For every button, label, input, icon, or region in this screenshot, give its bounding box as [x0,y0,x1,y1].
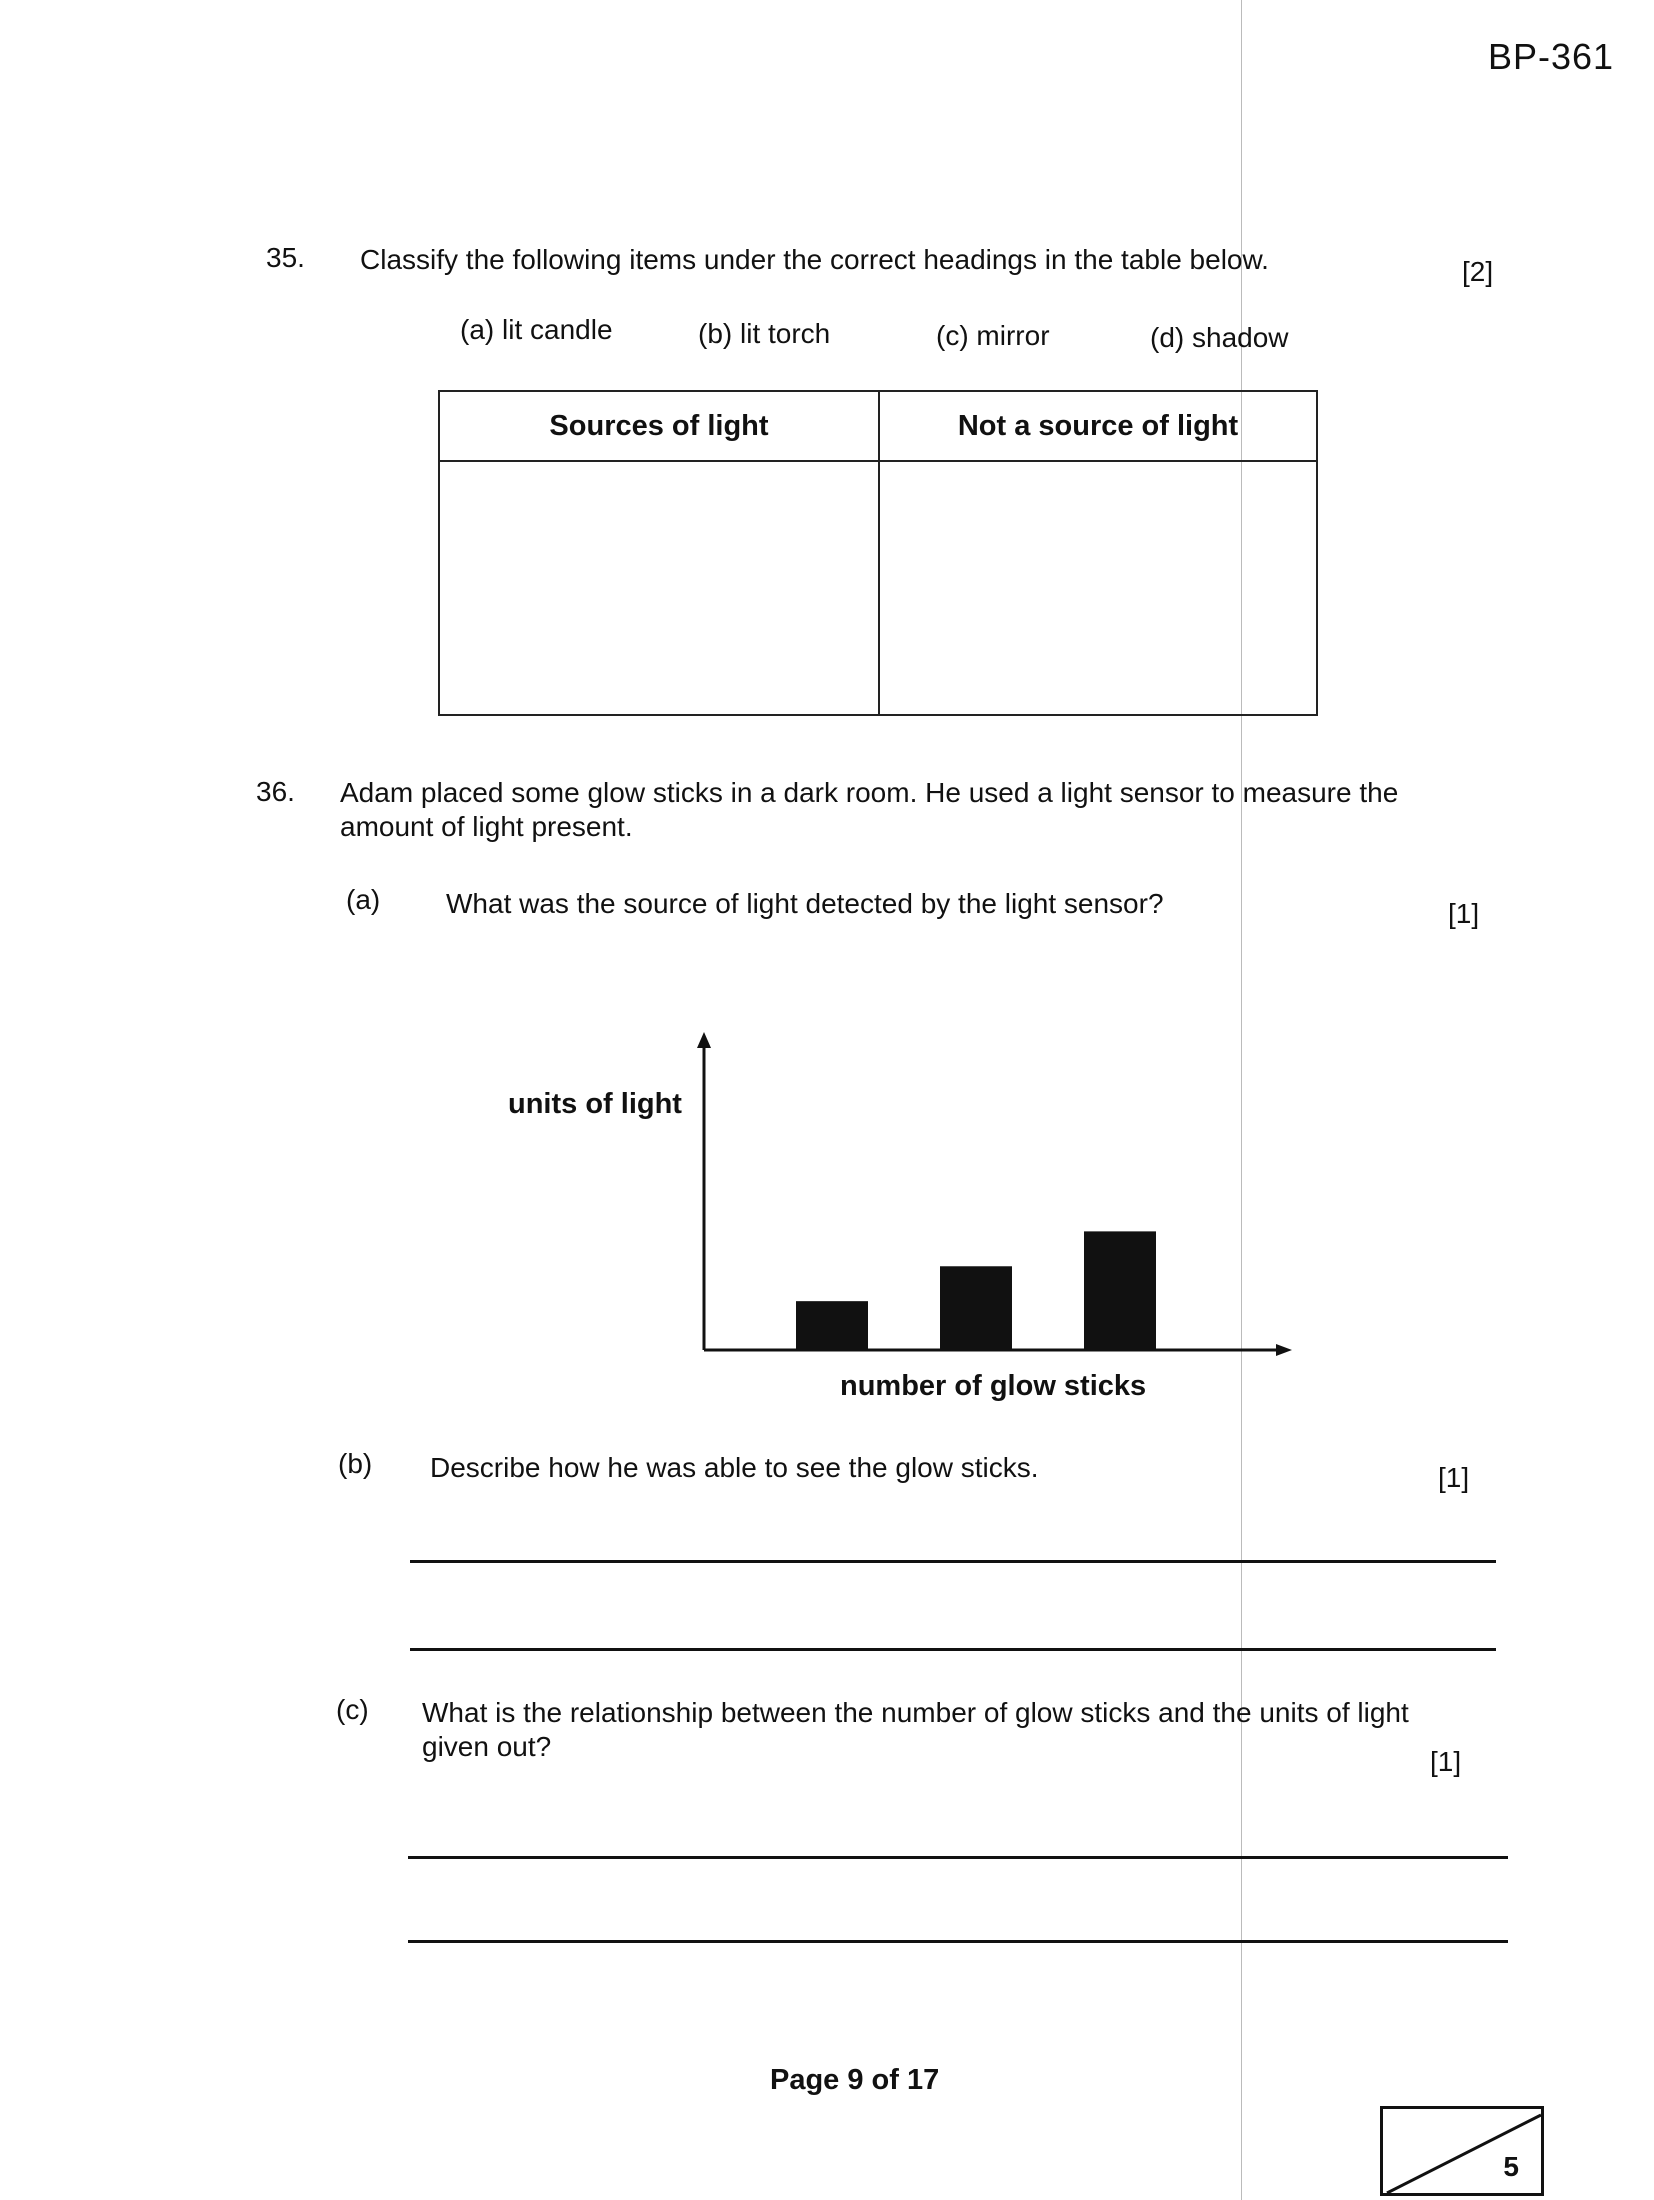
question-36b-marks: [1] [1438,1462,1470,1493]
page-number: Page 9 of 17 [770,2064,940,2096]
item-lit-candle: (a) lit candle [460,314,613,345]
question-36-number: 36. [256,776,295,807]
bar-chart [480,1020,1340,1420]
item-shadow: (d) shadow [1150,322,1289,353]
question-36b-label: (b) [338,1448,373,1479]
chart-bar-1 [796,1301,868,1350]
table-header-not-source: Not a source of light [880,392,1316,462]
x-axis-arrow-icon [1276,1344,1292,1356]
chart-bar-3 [1084,1231,1156,1350]
question-36c-marks: [1] [1430,1746,1462,1777]
question-36a-label: (a) [346,884,381,915]
score-box [1380,2106,1544,2196]
question-36a-text: What was the source of light detected by the light sensor? [446,888,1164,919]
item-lit-torch: (b) lit torch [698,318,831,349]
table-header-sources: Sources of light [440,392,880,462]
question-35-marks: [2] [1462,256,1494,287]
classification-table [438,390,1318,716]
answer-line-b2[interactable] [410,1648,1496,1651]
chart-y-axis-label: units of light [508,1088,682,1120]
chart-bar-2 [940,1266,1012,1350]
question-35-text: Classify the following items under the correct headings in the table below. [360,244,1269,275]
question-36c-label: (c) [336,1694,369,1725]
question-35-number: 35. [266,242,305,273]
question-36b-text: Describe how he was able to see the glow sticks. [430,1452,1039,1483]
answer-cell-not-source[interactable] [880,462,1316,714]
answer-line-c2[interactable] [408,1940,1508,1943]
question-36-intro: Adam placed some glow sticks in a dark room. He used a light sensor to measure the amount of light present. [340,777,1399,842]
score-slash-icon [1383,2109,1547,2199]
answer-line-c1[interactable] [408,1856,1508,1859]
item-mirror: (c) mirror [936,320,1050,351]
question-36c-text: What is the relationship between the number of glow sticks and the units of light given out? [422,1697,1409,1762]
answer-line-b1[interactable] [410,1560,1496,1563]
document-code: BP-361 [1488,36,1615,77]
answer-cell-sources[interactable] [440,462,880,714]
score-value: 5 [1503,2151,1519,2182]
chart-x-axis-label: number of glow sticks [840,1370,1147,1402]
bar-chart-svg [480,1020,1340,1420]
y-axis-arrow-icon [697,1032,711,1048]
question-36a-marks: [1] [1448,898,1480,929]
